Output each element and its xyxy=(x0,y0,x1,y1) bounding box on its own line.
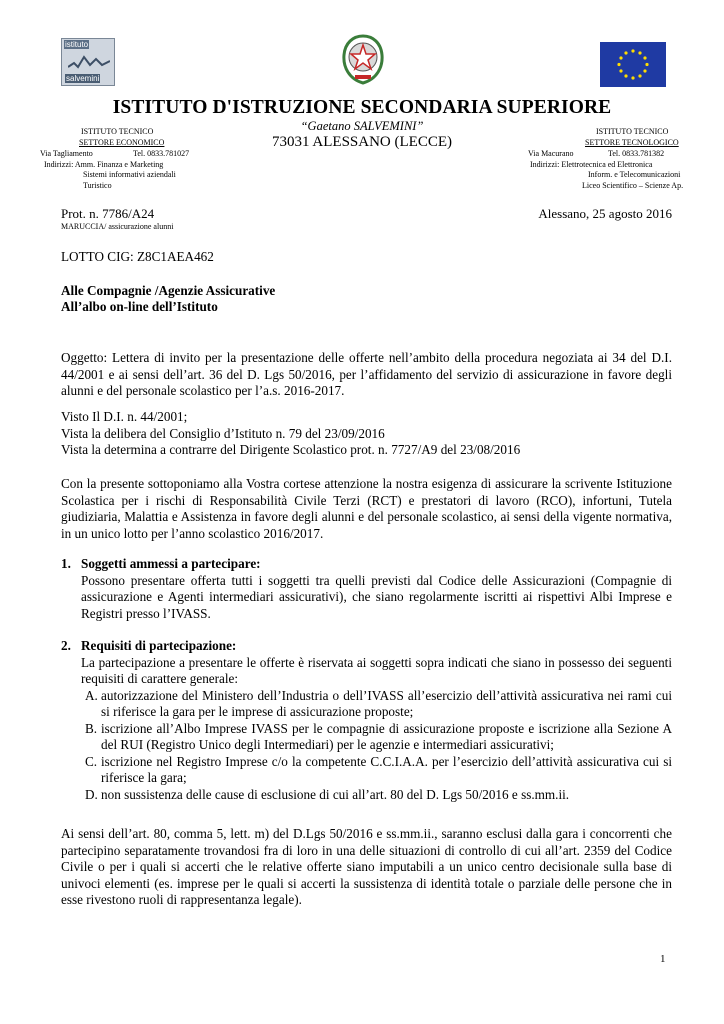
left-address: Via Tagliamento xyxy=(40,149,93,158)
right-indirizzi-3: Liceo Scientifico – Scienze Ap. xyxy=(582,180,684,190)
requirement-item-b xyxy=(61,721,672,754)
requirement-letter-c: C. xyxy=(85,753,98,769)
requirement-text-a: autorizzazione del Ministero dell’Industria o dell’IVASS all’esercizio dell’attività assicurativa nei rami cui si riferisce la gara per le imprese di assicurazione proposte; xyxy=(101,687,672,719)
requirement-item-d xyxy=(61,787,672,804)
left-indirizzi-3: Turistico xyxy=(83,180,112,190)
left-tel: Tel. 0833.781027 xyxy=(133,149,190,158)
institute-city: 73031 ALESSANO (LECCE) xyxy=(272,134,452,150)
section-2-text: La partecipazione a presentare le offerte è riservata ai soggetti sopra indicati che siano in possesso dei seguenti requisiti di carattere generale: xyxy=(81,654,672,686)
right-tel: Tel. 0833.781382 xyxy=(608,149,665,158)
section-1 xyxy=(61,556,672,622)
requirement-item-a xyxy=(61,688,672,721)
intro-paragraph: Con la presente sottoponiamo alla Vostra cortese attenzione la nostra esigenza di assicurare la scrivente Istituzione Scolastica per i rischi di Responsabilità Civile Terzi (RCT) e prestatori di lavoro (RCO), infortuni, Tutela giudiziaria, Malattia e Assistenza in favore degli alunni e del personale scolastico, ai sensi della vigente normativa, in un unico lotto per l’anno scolastico 2016/2017. xyxy=(61,476,672,541)
school-logo xyxy=(61,38,115,86)
left-sector-line2: SETTORE ECONOMICO xyxy=(79,137,165,147)
section-1-title: Soggetti ammessi a partecipare: xyxy=(81,556,261,571)
left-sector-line1: ISTITUTO TECNICO xyxy=(81,127,154,136)
requirement-letter-b: B. xyxy=(85,720,98,736)
section-2-number: 2. xyxy=(61,638,71,653)
right-address: Via Macurano xyxy=(528,149,574,158)
right-indirizzi-2: Inform. e Telecomunicazioni xyxy=(588,170,681,179)
institute-title: ISTITUTO D'ISTRUZIONE SECONDARIA SUPERIORE xyxy=(112,97,612,118)
closing-paragraph: Ai sensi dell’art. 80, comma 5, lett. m) del D.Lgs 50/2016 e ss.mm.ii., saranno esclusi dalla gara i concorrenti che partecipino separatamente trovandosi fra di loro in una delle situazioni di controllo di cui all’art. 2359 del Codice Civile o per i quali si accerti che le relative offerte siano imputabili a un unico centro decisionale sulla base di univoci elementi (es. imprese per le quali si accerti la sussistenza di identità totale o parziale delle persone che in esse rivestono ruoli di rappresentanza legale). xyxy=(61,826,672,907)
visto-line-2: Vista la delibera del Consiglio d’Istituto n. 79 del 23/09/2016 xyxy=(61,426,385,441)
requirement-item-c xyxy=(61,754,672,787)
requirement-letter-d: D. xyxy=(85,786,98,802)
requirement-letter-a: A. xyxy=(85,687,98,703)
section-2-title: Requisiti di partecipazione: xyxy=(81,638,237,653)
right-sector-info xyxy=(520,127,700,191)
school-logo-line1: istituto xyxy=(65,40,89,49)
school-logo-line2: salvemini xyxy=(66,74,100,83)
recipient-line-2: All’albo on-line dell’Istituto xyxy=(61,299,218,314)
letter-date: Alessano, 25 agosto 2016 xyxy=(538,206,672,221)
visto-line-1: Visto Il D.I. n. 44/2001; xyxy=(61,409,188,424)
section-1-text: Possono presentare offerta tutti i soggetti tra quelli previsti dal Codice delle Assicurazioni (Compagnie di assicurazione e Agenti intermediari assicurativi), che siano regolarmente iscritti ai rispettivi Albi Imprese e Registri presso l’IVASS. xyxy=(81,572,672,621)
requirement-text-c: iscrizione nel Registro Imprese c/o la competente C.C.I.A.A. per l’esercizio dell’attività assicurativa cui si riferisce la gara; xyxy=(101,753,672,785)
institute-subtitle: “Gaetano SALVEMINI” xyxy=(300,119,424,133)
section-1-number: 1. xyxy=(61,556,71,571)
requirement-text-b: iscrizione all’Albo Imprese IVASS per le compagnie di assicurazione proposte e iscrizione alla Sezione A del RUI (Registro Unico degli Intermediari) per le agenzie e intermediari assicurativi; xyxy=(101,720,672,752)
left-sector-info xyxy=(40,127,240,191)
protocol-number: Prot. n. 7786/A24 xyxy=(61,206,155,221)
lotto-cig: LOTTO CIG: Z8C1AEA462 xyxy=(61,249,214,264)
subject-paragraph: Oggetto: Lettera di invito per la presentazione delle offerte nell’ambito della procedura negoziata ai 34 del D.I. 44/2001 e ai sensi dell’art. 36 del D. Lgs 50/2016, per l’affidamento del servizio di assicurazione in favore degli alunni e del personale scolastico per l’a.s. 2016-2017. xyxy=(61,350,672,398)
page-number: 1 xyxy=(660,953,666,965)
marginal-note: MARUCCIA/ assicurazione alunni xyxy=(61,222,174,231)
right-indirizzi-1: Indirizzi: Elettrotecnica ed Elettronica xyxy=(530,159,653,169)
right-sector-line2: SETTORE TECNOLOGICO xyxy=(585,137,679,147)
right-sector-line1: ISTITUTO TECNICO xyxy=(596,127,669,136)
section-2 xyxy=(61,638,672,803)
eu-flag-icon xyxy=(600,42,666,87)
requirement-text-d: non sussistenza delle cause di esclusione di cui all’art. 80 del D. Lgs 50/2016 e ss.mm.ii. xyxy=(101,786,570,802)
italian-republic-emblem xyxy=(341,33,385,85)
school-logo-graphic xyxy=(68,53,110,71)
left-indirizzi-2: Sistemi informativi aziendali xyxy=(83,170,176,179)
left-indirizzi-1: Indirizzi: Amm. Finanza e Marketing xyxy=(44,159,164,169)
recipient-line-1: Alle Compagnie /Agenzie Assicurative xyxy=(61,283,276,298)
visto-line-3: Vista la determina a contrarre del Dirigente Scolastico prot. n. 7727/A9 del 23/08/2016 xyxy=(61,442,521,457)
